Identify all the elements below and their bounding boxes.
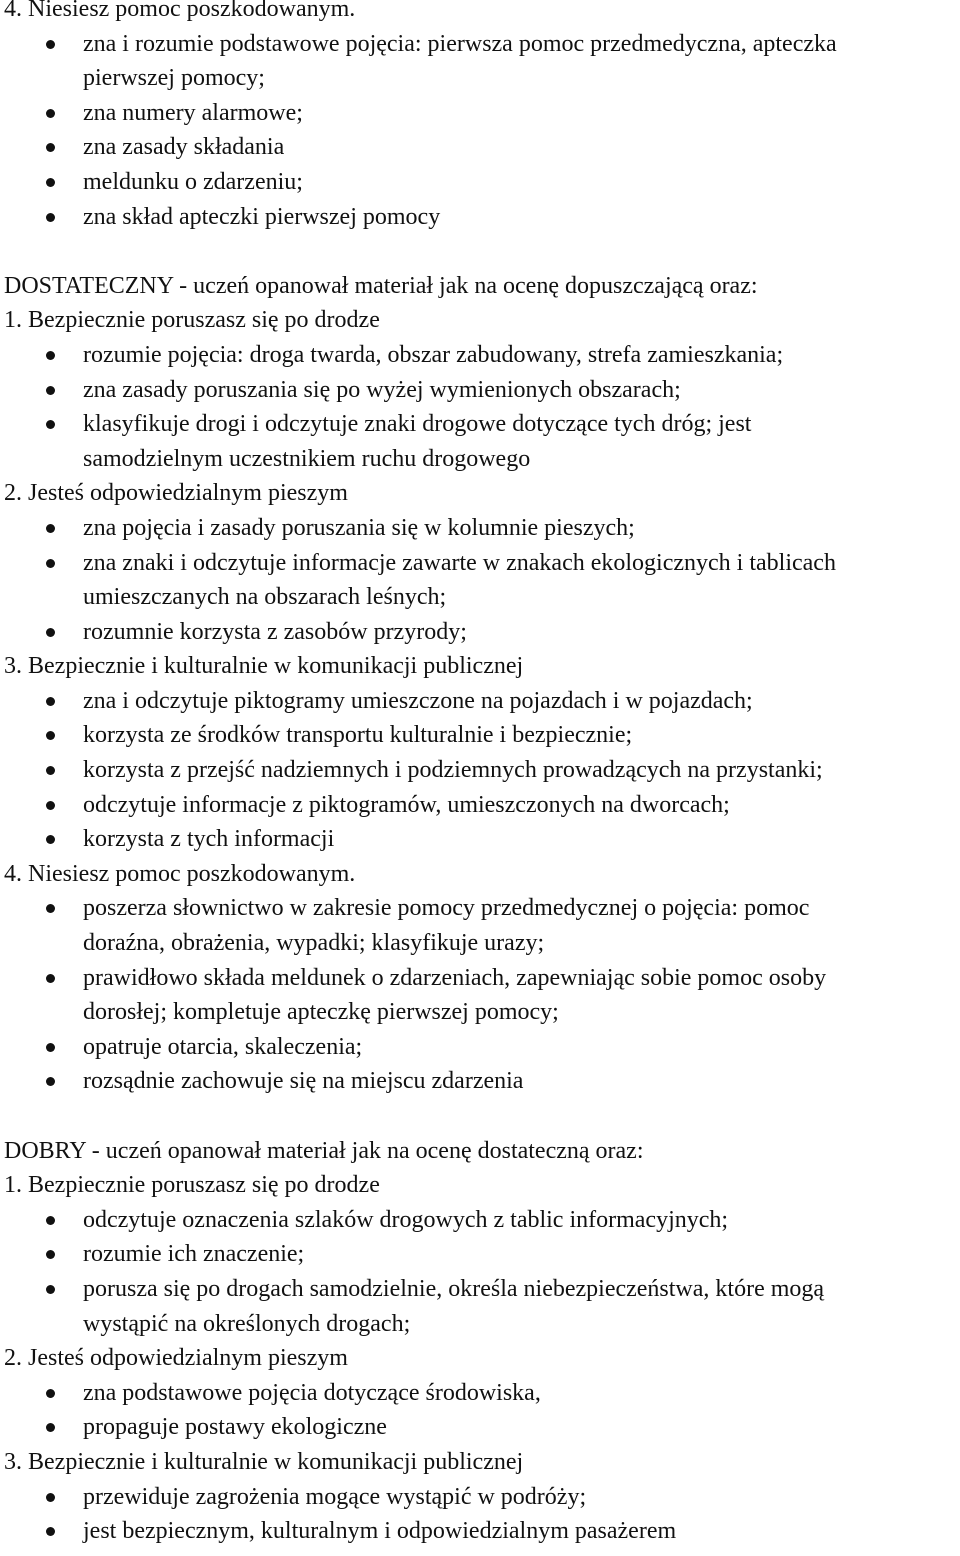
bullet-icon xyxy=(46,40,55,49)
list-item xyxy=(4,407,956,476)
list-item xyxy=(4,1030,956,1065)
list-item-text: propaguje postawy ekologiczne xyxy=(83,1414,387,1441)
list-item-text: korzysta z przejść nadziemnych i podziemnych prowadzących na przystanki; xyxy=(83,757,823,784)
list-item xyxy=(4,684,956,719)
bullet-icon xyxy=(46,386,55,395)
list-item-text: przewiduje zagrożenia mogące wystąpić w podróży; xyxy=(83,1483,587,1510)
bullet-icon xyxy=(46,559,55,568)
section-heading: 1. Bezpiecznie poruszasz się po drodze xyxy=(4,1172,380,1199)
list-item-text: korzysta z tych informacji xyxy=(83,826,335,853)
list-item-text: opatruje otarcia, skaleczenia; xyxy=(83,1033,363,1060)
list-item-text: zna pojęcia i zasady poruszania się w kolumnie pieszych; xyxy=(83,514,635,541)
list-item-text: zna zasady składania xyxy=(83,134,285,161)
bullet-list xyxy=(4,1376,956,1445)
list-item xyxy=(4,96,956,131)
list-item-text: rozumnie korzysta z zasobów przyrody; xyxy=(83,618,467,645)
list-item xyxy=(4,1237,956,1272)
list-item xyxy=(4,165,956,200)
list-item xyxy=(4,511,956,546)
list-item xyxy=(4,961,956,1030)
list-item-text: zna znaki i odczytuje informacje zawarte w znakach ekologicznych i tablicach xyxy=(83,549,836,576)
list-item xyxy=(4,27,956,96)
list-item-text: odczytuje oznaczenia szlaków drogowych z tablic informacyjnych; xyxy=(83,1206,729,1233)
list-item-text: odczytuje informacje z piktogramów, umieszczonych na dworcach; xyxy=(83,791,730,818)
list-item-text: samodzielnym uczestnikiem ruchu drogowego xyxy=(83,445,531,472)
list-item-text: zna i odczytuje piktogramy umieszczone na pojazdach i w pojazdach; xyxy=(83,687,753,714)
bullet-icon xyxy=(46,904,55,913)
spacer xyxy=(4,234,956,269)
bullet-icon xyxy=(46,1216,55,1225)
bullet-icon xyxy=(46,1493,55,1502)
list-item xyxy=(4,1514,956,1549)
list-item-text: wystąpić na określonych drogach; xyxy=(83,1310,411,1337)
bullet-icon xyxy=(46,178,55,187)
list-item-text: meldunku o zdarzeniu; xyxy=(83,168,303,195)
list-item-text: zna i rozumie podstawowe pojęcia: pierwsza pomoc przedmedyczna, apteczka xyxy=(83,30,837,57)
bullet-icon xyxy=(46,731,55,740)
list-item-text: porusza się po drogach samodzielnie, określa niebezpieczeństwa, które mogą xyxy=(83,1275,825,1302)
bullet-icon xyxy=(46,109,55,118)
section-heading: 3. Bezpiecznie i kulturalnie w komunikacji publicznej xyxy=(4,1448,524,1475)
bullet-icon xyxy=(46,1043,55,1052)
list-item-text: zna zasady poruszania się po wyżej wymienionych obszarach; xyxy=(83,376,681,403)
list-item-text: klasyfikuje drogi i odczytuje znaki drogowe dotyczące tych dróg; jest xyxy=(83,411,752,438)
bullet-icon xyxy=(46,420,55,429)
list-item-text: umieszczanych na obszarach leśnych; xyxy=(83,584,447,611)
bullet-icon xyxy=(46,801,55,810)
section-heading: 3. Bezpiecznie i kulturalnie w komunikacji publicznej xyxy=(4,653,524,680)
bullet-icon xyxy=(46,766,55,775)
list-item-text: rozumie ich znaczenie; xyxy=(83,1241,305,1268)
bullet-icon xyxy=(46,974,55,983)
list-item xyxy=(4,130,956,165)
list-item xyxy=(4,1480,956,1515)
list-item-text: doraźna, obrażenia, wypadki; klasyfikuje urazy; xyxy=(83,930,545,957)
list-item-text: poszerza słownictwo w zakresie pomocy przedmedycznej o pojęcia: pomoc xyxy=(83,895,810,922)
bullet-icon xyxy=(46,524,55,533)
list-item xyxy=(4,1272,956,1341)
document-page xyxy=(4,0,956,1549)
bullet-list xyxy=(4,27,956,235)
list-item xyxy=(4,615,956,650)
bullet-icon xyxy=(46,1250,55,1259)
bullet-icon xyxy=(46,1423,55,1432)
section-heading: 2. Jesteś odpowiedzialnym pieszym xyxy=(4,1345,348,1372)
grade-header-dostateczny: DOSTATECZNY - uczeń opanował materiał jak na ocenę dopuszczającą oraz: xyxy=(4,272,758,299)
list-item xyxy=(4,373,956,408)
list-item xyxy=(4,1203,956,1238)
list-item xyxy=(4,718,956,753)
list-item xyxy=(4,1064,956,1099)
list-item-text: zna podstawowe pojęcia dotyczące środowiska, xyxy=(83,1379,541,1406)
list-item xyxy=(4,338,956,373)
list-item xyxy=(4,200,956,235)
section-heading: 2. Jesteś odpowiedzialnym pieszym xyxy=(4,480,348,507)
bullet-icon xyxy=(46,697,55,706)
bullet-icon xyxy=(46,213,55,222)
bullet-icon xyxy=(46,835,55,844)
list-item-text: zna numery alarmowe; xyxy=(83,99,303,126)
bullet-icon xyxy=(46,1077,55,1086)
section-heading: 4. Niesiesz pomoc poszkodowanym. xyxy=(4,860,356,887)
bullet-list xyxy=(4,1480,956,1549)
bullet-icon xyxy=(46,1285,55,1294)
bullet-icon xyxy=(46,628,55,637)
bullet-list xyxy=(4,684,956,857)
bullet-icon xyxy=(46,143,55,152)
list-item-text: prawidłowo składa meldunek o zdarzeniach, zapewniając sobie pomoc osoby xyxy=(83,964,827,991)
list-item xyxy=(4,1376,956,1411)
list-item-text: pierwszej pomocy; xyxy=(83,65,265,92)
list-item xyxy=(4,753,956,788)
list-item xyxy=(4,1410,956,1445)
section-heading: 4. Niesiesz pomoc poszkodowanym. xyxy=(4,0,356,22)
bullet-list xyxy=(4,891,956,1099)
list-item-text: jest bezpiecznym, kulturalnym i odpowiedzialnym pasażerem xyxy=(83,1518,677,1545)
bullet-list xyxy=(4,511,956,649)
list-item xyxy=(4,788,956,823)
bullet-list xyxy=(4,338,956,476)
list-item-text: korzysta ze środków transportu kulturalnie i bezpiecznie; xyxy=(83,722,633,749)
spacer xyxy=(4,1099,956,1134)
bullet-icon xyxy=(46,1527,55,1536)
list-item-text: rozumie pojęcia: droga twarda, obszar zabudowany, strefa zamieszkania; xyxy=(83,341,784,368)
list-item xyxy=(4,891,956,960)
section-heading: 1. Bezpiecznie poruszasz się po drodze xyxy=(4,307,380,334)
list-item-text: dorosłej; kompletuje apteczkę pierwszej pomocy; xyxy=(83,999,559,1026)
list-item xyxy=(4,822,956,857)
list-item-text: rozsądnie zachowuje się na miejscu zdarzenia xyxy=(83,1068,524,1095)
bullet-icon xyxy=(46,1389,55,1398)
bullet-icon xyxy=(46,351,55,360)
list-item-text: zna skład apteczki pierwszej pomocy xyxy=(83,203,441,230)
list-item xyxy=(4,546,956,615)
bullet-list xyxy=(4,1203,956,1341)
grade-header-dobry: DOBRY - uczeń opanował materiał jak na ocenę dostateczną oraz: xyxy=(4,1137,644,1164)
